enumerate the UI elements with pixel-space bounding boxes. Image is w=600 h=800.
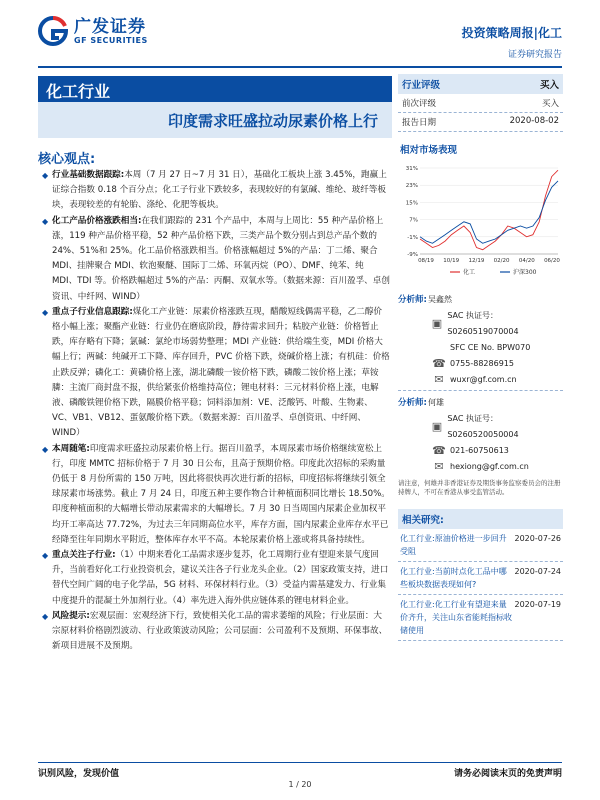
bullet-head: 风险提示: bbox=[52, 610, 90, 621]
legend-label: 沪深300 bbox=[513, 269, 537, 276]
analyst-email-row bbox=[398, 372, 563, 388]
prev-rating-row bbox=[398, 94, 563, 113]
analysts-section bbox=[398, 292, 563, 497]
x-tick-label: 12/19 bbox=[468, 258, 485, 264]
legend-label: 化工 bbox=[463, 269, 476, 276]
y-tick-label: -1% bbox=[407, 234, 418, 241]
related-item-date: 2020-07-26 bbox=[514, 534, 561, 543]
bullet-icon: ◆ bbox=[42, 171, 49, 180]
analyst-cert2-row bbox=[398, 340, 563, 356]
analyst-name: 吴鑫然 bbox=[428, 295, 452, 304]
logo-cn: 广发证券 bbox=[74, 16, 146, 37]
analyst-cert: SAC 执证号：S0260520050004 bbox=[447, 414, 519, 439]
analyst-cert-row bbox=[398, 308, 563, 340]
report-title: 印度需求旺盛拉动尿素价格上行 bbox=[38, 102, 392, 138]
bullet-body: 印度需求旺盛拉动尿素价格上行。据百川盈孚，本周尿素市场价格继续宽松上行，印度 MMTC 招标价格于 7 月 30 日公布，且高于预期价格。印度此次招标的采购量仍低于 8 月份所需的 150 万吨，因此将很快再次进行新的招标，印度招标将继续引领全球尿素市场涨势。截止 7 月 24 日，印度五种主要作物合计种植面积同比增长 18.50%。印度种植面积的大幅增长带动尿素需求的大幅增长。7 月 30 日当周国内尿素企业加权平均开工率高达 77.72%，为过去三年同期高位水平，库存方面，国内尿素企业库存水平已经降至往年同期水平附近，整体库存水平不高。本轮尿素价格上涨或将具备持续性。 bbox=[52, 443, 390, 545]
rating-value: 买入 bbox=[539, 80, 559, 91]
bullet-body: 煤化工产业链：尿素价格涨跌互现，醋酸短线偶需平稳，乙二醇价格小幅上涨；聚酯产业链：行业仍在磨底阶段，静待需求回升；粘胶产业链：价格暂止跌，库存略有下降；氯碱：氯纶市场弱势整理；MDI 产业链：供给端生变，MDI 价格大幅上行；两碱：纯碱开工下降、库存回升，PVC 价格下跌，烧碱价格上涨；有机硅：价格止跌反弹；磷化工：黄磷价格上涨，湖北磷酸一铵价格下跌，磷酸二铵价格上涨；草铵膦：主流厂商封盘不报，供给紧张价格维持高位；锂电材料：三元材料价格上涨，电解液、磷酸铁锂价格下跌，隔膜价格平稳；饲料添加剂：VE、泛酸钙、叶酸、生物素、VC、VB1、VB12、蛋氨酸价格下跌。（数据来源：百川盈孚、卓创资讯、中纤网、WIND） bbox=[52, 306, 390, 439]
analyst-cert2: SFC CE No. BPW070 bbox=[450, 343, 531, 352]
header-divider bbox=[38, 66, 562, 68]
report-date-row bbox=[398, 113, 563, 132]
list-item bbox=[42, 548, 390, 609]
analyst-cert-row bbox=[398, 411, 563, 443]
logo-mark-icon bbox=[38, 16, 68, 46]
series-line-1 bbox=[420, 181, 558, 243]
bullet-icon: ◆ bbox=[42, 444, 49, 454]
analyst-phone-row bbox=[398, 443, 563, 459]
prev-rating-value: 买入 bbox=[541, 99, 559, 109]
sector-banner: 化工行业 bbox=[38, 76, 392, 102]
list-item bbox=[42, 305, 390, 442]
rating-header bbox=[398, 74, 563, 94]
analyst-email[interactable]: wuxr@gf.com.cn bbox=[450, 375, 517, 384]
report-type: 投资策略周报|化工 bbox=[461, 26, 562, 40]
x-tick-label: 06/20 bbox=[544, 258, 560, 264]
mail-icon: ✉ bbox=[434, 373, 444, 386]
x-tick-label: 04/20 bbox=[518, 258, 535, 264]
page-number: 1 / 20 bbox=[288, 780, 312, 789]
prev-rating-label: 前次评级 bbox=[402, 99, 437, 109]
mail-icon: ✉ bbox=[434, 460, 444, 473]
list-item bbox=[42, 442, 390, 548]
bullet-icon: ◆ bbox=[42, 307, 49, 317]
phone-icon: ☎ bbox=[432, 444, 446, 457]
bullet-head: 化工产品价格涨跌相当: bbox=[52, 215, 142, 226]
bullet-body: 宏观层面：宏观经济下行，致使相关化工品的需求萎缩的风险；行业层面：大宗原材料价格剧烈波动、行业政策波动风险；公司层面：公司盈利不及预期、环保事故、新项目进展不及预期。 bbox=[52, 610, 388, 652]
logo-en: GF SECURITIES bbox=[74, 35, 148, 45]
related-item-date: 2020-07-24 bbox=[514, 567, 561, 576]
related-item-date: 2020-07-19 bbox=[514, 600, 561, 609]
y-tick-label: 31% bbox=[405, 166, 418, 172]
company-logo bbox=[38, 16, 148, 46]
y-tick-label: 7% bbox=[409, 217, 418, 224]
page-header bbox=[0, 0, 600, 72]
bullet-head: 行业基础数据跟踪: bbox=[52, 170, 125, 180]
core-views-title: 核心观点: bbox=[38, 152, 96, 167]
related-item[interactable] bbox=[398, 562, 563, 595]
x-tick-label: 10/19 bbox=[443, 258, 460, 264]
related-item-title[interactable]: 化工行业:当前时点化工品中哪些板块数据表现如何? bbox=[400, 567, 507, 589]
related-research-title: 相关研究: bbox=[398, 509, 563, 529]
analyst-label: 分析师: bbox=[398, 398, 427, 408]
bullet-icon: ◆ bbox=[42, 551, 49, 561]
related-item-title[interactable]: 化工行业:化工行业有望迎来量价齐升，关注山东省能耗指标收储使用 bbox=[400, 600, 512, 635]
bullet-icon: ◆ bbox=[42, 216, 49, 226]
related-item[interactable] bbox=[398, 529, 563, 562]
chart-svg bbox=[398, 162, 563, 282]
y-tick-label: -9% bbox=[407, 252, 418, 258]
analyst-phone: 0755-88286915 bbox=[450, 359, 514, 368]
x-tick-label: 02/20 bbox=[493, 258, 510, 264]
report-date-label: 报告日期 bbox=[402, 118, 437, 128]
analyst-name-row bbox=[398, 292, 563, 308]
bullet-head: 本周随笔: bbox=[52, 443, 90, 454]
analyst-email-row bbox=[398, 459, 563, 475]
bullet-body: 在我们跟踪的 231 个产品中，本周与上周比：55 种产品价格上涨，119 种产品价格平稳，52 种产品价格下跌，三类产品个数分别占到总产品个数的 24%、51%和 25%。化工品价格涨跌相当。价格涨幅超过 5%的产品：丁二烯、聚合 MDI、挂牌聚合 MDI、软泡聚醚、国际丁二烯、环氧丙烷（PO）、DMF、纯苯、纯 MDI、TDI 等。价格跌幅超过 5%的产品：丙酮、双氧水等。（数据来源：百川盈孚、卓创资讯、中纤网、WIND） bbox=[52, 215, 390, 302]
analyst-phone-row bbox=[398, 356, 563, 372]
id-card-icon: ▣ bbox=[431, 420, 443, 433]
rating-label: 行业评级 bbox=[402, 80, 441, 91]
y-tick-label: 15% bbox=[405, 200, 418, 207]
bullet-head: 重点关注子行业: bbox=[52, 550, 116, 561]
sidebar bbox=[398, 74, 563, 641]
analyst-cert: SAC 执证号：S0260519070004 bbox=[447, 311, 519, 336]
bullet-body: 本周（7 月 27 日~7 月 31 日），基础化工板块上涨 3.45%，跑赢上证综合指数 0.18 个百分点；化工子行业下跌较多，表现较好的有氯碱、维纶、玻纤等板块，表现较差的有轮胎、涤纶、化肥等板块。 bbox=[52, 170, 387, 211]
x-tick-label: 08/19 bbox=[418, 258, 434, 264]
core-views-list bbox=[42, 168, 390, 655]
analyst-name: 何雄 bbox=[428, 398, 444, 407]
id-card-icon: ▣ bbox=[431, 317, 443, 330]
analyst-phone: 021-60750613 bbox=[450, 446, 509, 455]
analyst-email[interactable]: hexiong@gf.com.cn bbox=[450, 462, 529, 471]
report-subtitle: 证券研究报告 bbox=[507, 50, 562, 60]
bullet-body: （1）中期来看化工品需求逐步复苏，化工周期行业有望迎来景气度回升，当前看好化工行业投资机会，建议关注各子行业龙头企业。（2）国家政策支持，进口替代空间广阔的电子化学品，5G 材料、环保材料行业。（3）受益内需基建发力、行业集中度提升的混凝土外加剂行业。（4）率先进入海外供应链体系的锂电材料企业。 bbox=[52, 550, 389, 606]
report-date-value: 2020-08-02 bbox=[509, 116, 559, 126]
related-item-title[interactable]: 化工行业:原油价格进一步回升受阻 bbox=[400, 534, 507, 556]
list-item bbox=[42, 214, 390, 305]
relative-performance-chart bbox=[398, 162, 563, 282]
y-tick-label: 23% bbox=[405, 183, 418, 190]
analyst-disclaimer: 请注意，何雄并非香港证券及期货事务监察委员会的注册持牌人，不可在香港从事受监管活动。 bbox=[398, 479, 561, 496]
analyst-label: 分析师: bbox=[398, 295, 427, 305]
analyst-name-row bbox=[398, 395, 563, 411]
list-item bbox=[42, 168, 390, 214]
market-performance-title: 相对市场表现 bbox=[400, 145, 458, 156]
related-item[interactable] bbox=[398, 595, 563, 641]
footer-slogan: 识别风险，发现价值 bbox=[38, 769, 120, 779]
bullet-head: 重点子行业信息跟踪: bbox=[52, 306, 133, 317]
list-item bbox=[42, 609, 390, 655]
footer-divider bbox=[38, 762, 562, 763]
footer-disclaimer: 请务必阅读末页的免责声明 bbox=[453, 769, 562, 779]
bullet-icon: ◆ bbox=[42, 611, 49, 621]
phone-icon: ☎ bbox=[432, 357, 446, 370]
